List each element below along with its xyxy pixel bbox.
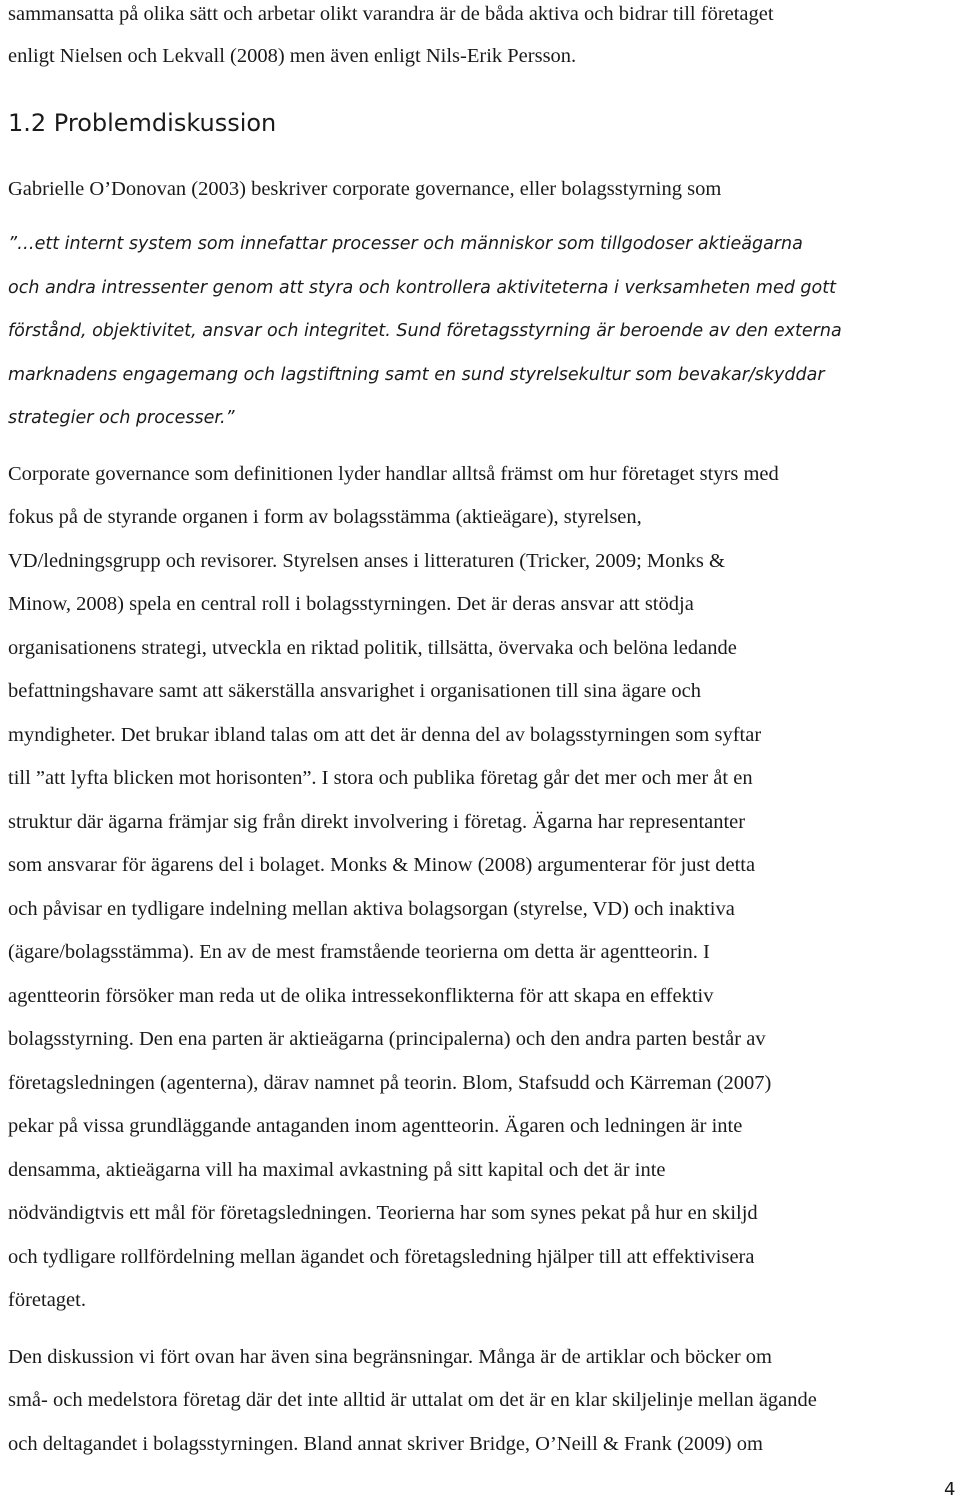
quote-line: strategier och processer.”	[8, 408, 235, 428]
body-line: myndigheter. Det brukar ibland talas om att det är denna del av bolagsstyrningen som syftar	[8, 724, 762, 746]
body-line: som ansvarar för ägarens del i bolaget. Monks & Minow (2008) argumenterar för just detta	[8, 854, 756, 876]
closing-line: Den diskussion vi fört ovan har även sina begränsningar. Många är de artiklar och böcker om	[8, 1346, 772, 1368]
body-line: fokus på de styrande organen i form av bolagsstämma (aktieägare), styrelsen,	[8, 506, 642, 528]
quote-line: marknadens engagemang och lagstiftning samt en sund styrelsekultur som bevakar/skyddar	[8, 365, 825, 385]
body-line: befattningshavare samt att säkerställa ansvarighet i organisationen till sina ägare och	[8, 680, 701, 702]
closing-line: och deltagandet i bolagsstyrningen. Bland annat skriver Bridge, O’Neill & Frank (2009) om	[8, 1433, 763, 1455]
body-line: agentteorin försöker man reda ut de olika intressekonflikterna för att skapa en effektiv	[8, 985, 714, 1007]
body-line: företagsledningen (agenterna), därav namnet på teorin. Blom, Stafsudd och Kärreman (2007)	[8, 1072, 772, 1094]
paragraph-line: enligt Nielsen och Lekvall (2008) men även enligt Nils-Erik Persson.	[8, 45, 577, 67]
intro-line: Gabrielle O’Donovan (2003) beskriver corporate governance, eller bolagsstyrning som	[8, 178, 722, 200]
paragraph-line: sammansatta på olika sätt och arbetar olikt varandra är de båda aktiva och bidrar till företaget	[8, 3, 774, 25]
body-line: och tydligare rollfördelning mellan ägandet och företagsledning hjälper till att effektivisera	[8, 1246, 755, 1268]
body-line: Minow, 2008) spela en central roll i bolagsstyrningen. Det är deras ansvar att stödja	[8, 593, 694, 615]
body-line: (ägare/bolagsstämma). En av de mest framstående teorierna om detta är agentteorin. I	[8, 941, 710, 963]
body-line: organisationens strategi, utveckla en riktad politik, tillsätta, övervaka och belöna ledande	[8, 637, 737, 659]
page-number: 4	[944, 1479, 956, 1500]
body-line: VD/ledningsgrupp och revisorer. Styrelsen anses i litteraturen (Tricker, 2009; Monks &	[8, 550, 725, 572]
body-line: till ”att lyfta blicken mot horisonten”. I stora och publika företag går det mer och mer åt en	[8, 767, 753, 789]
body-line: nödvändigtvis ett mål för företagsledningen. Teorierna har som synes pekat på hur en skiljd	[8, 1202, 758, 1224]
quote-line: ”…ett internt system som innefattar processer och människor som tillgodoser aktieägarna	[8, 234, 803, 254]
body-line: och påvisar en tydligare indelning mellan aktiva bolagsorgan (styrelse, VD) och inaktiva	[8, 898, 735, 920]
body-line: struktur där ägarna främjar sig från direkt involvering i företag. Ägarna har representanter	[8, 811, 746, 833]
body-line: densamma, aktieägarna vill ha maximal avkastning på sitt kapital och det är inte	[8, 1159, 666, 1181]
body-line: företaget.	[8, 1289, 86, 1311]
body-line: bolagsstyrning. Den ena parten är aktieägarna (principalerna) och den andra parten består av	[8, 1028, 766, 1050]
body-line: Corporate governance som definitionen lyder handlar alltså främst om hur företaget styrs med	[8, 463, 779, 485]
body-line: pekar på vissa grundläggande antaganden inom agentteorin. Ägaren och ledningen är inte	[8, 1115, 743, 1137]
closing-line: små- och medelstora företag där det inte alltid är uttalat om det är en klar skiljelinje mellan ägande	[8, 1389, 817, 1411]
quote-line: förstånd, objektivitet, ansvar och integritet. Sund företagsstyrning är beroende av den externa	[8, 321, 842, 341]
quote-line: och andra intressenter genom att styra och kontrollera aktiviteterna i verksamheten med gott	[8, 278, 836, 298]
section-heading: 1.2 Problemdiskussion	[8, 109, 277, 137]
